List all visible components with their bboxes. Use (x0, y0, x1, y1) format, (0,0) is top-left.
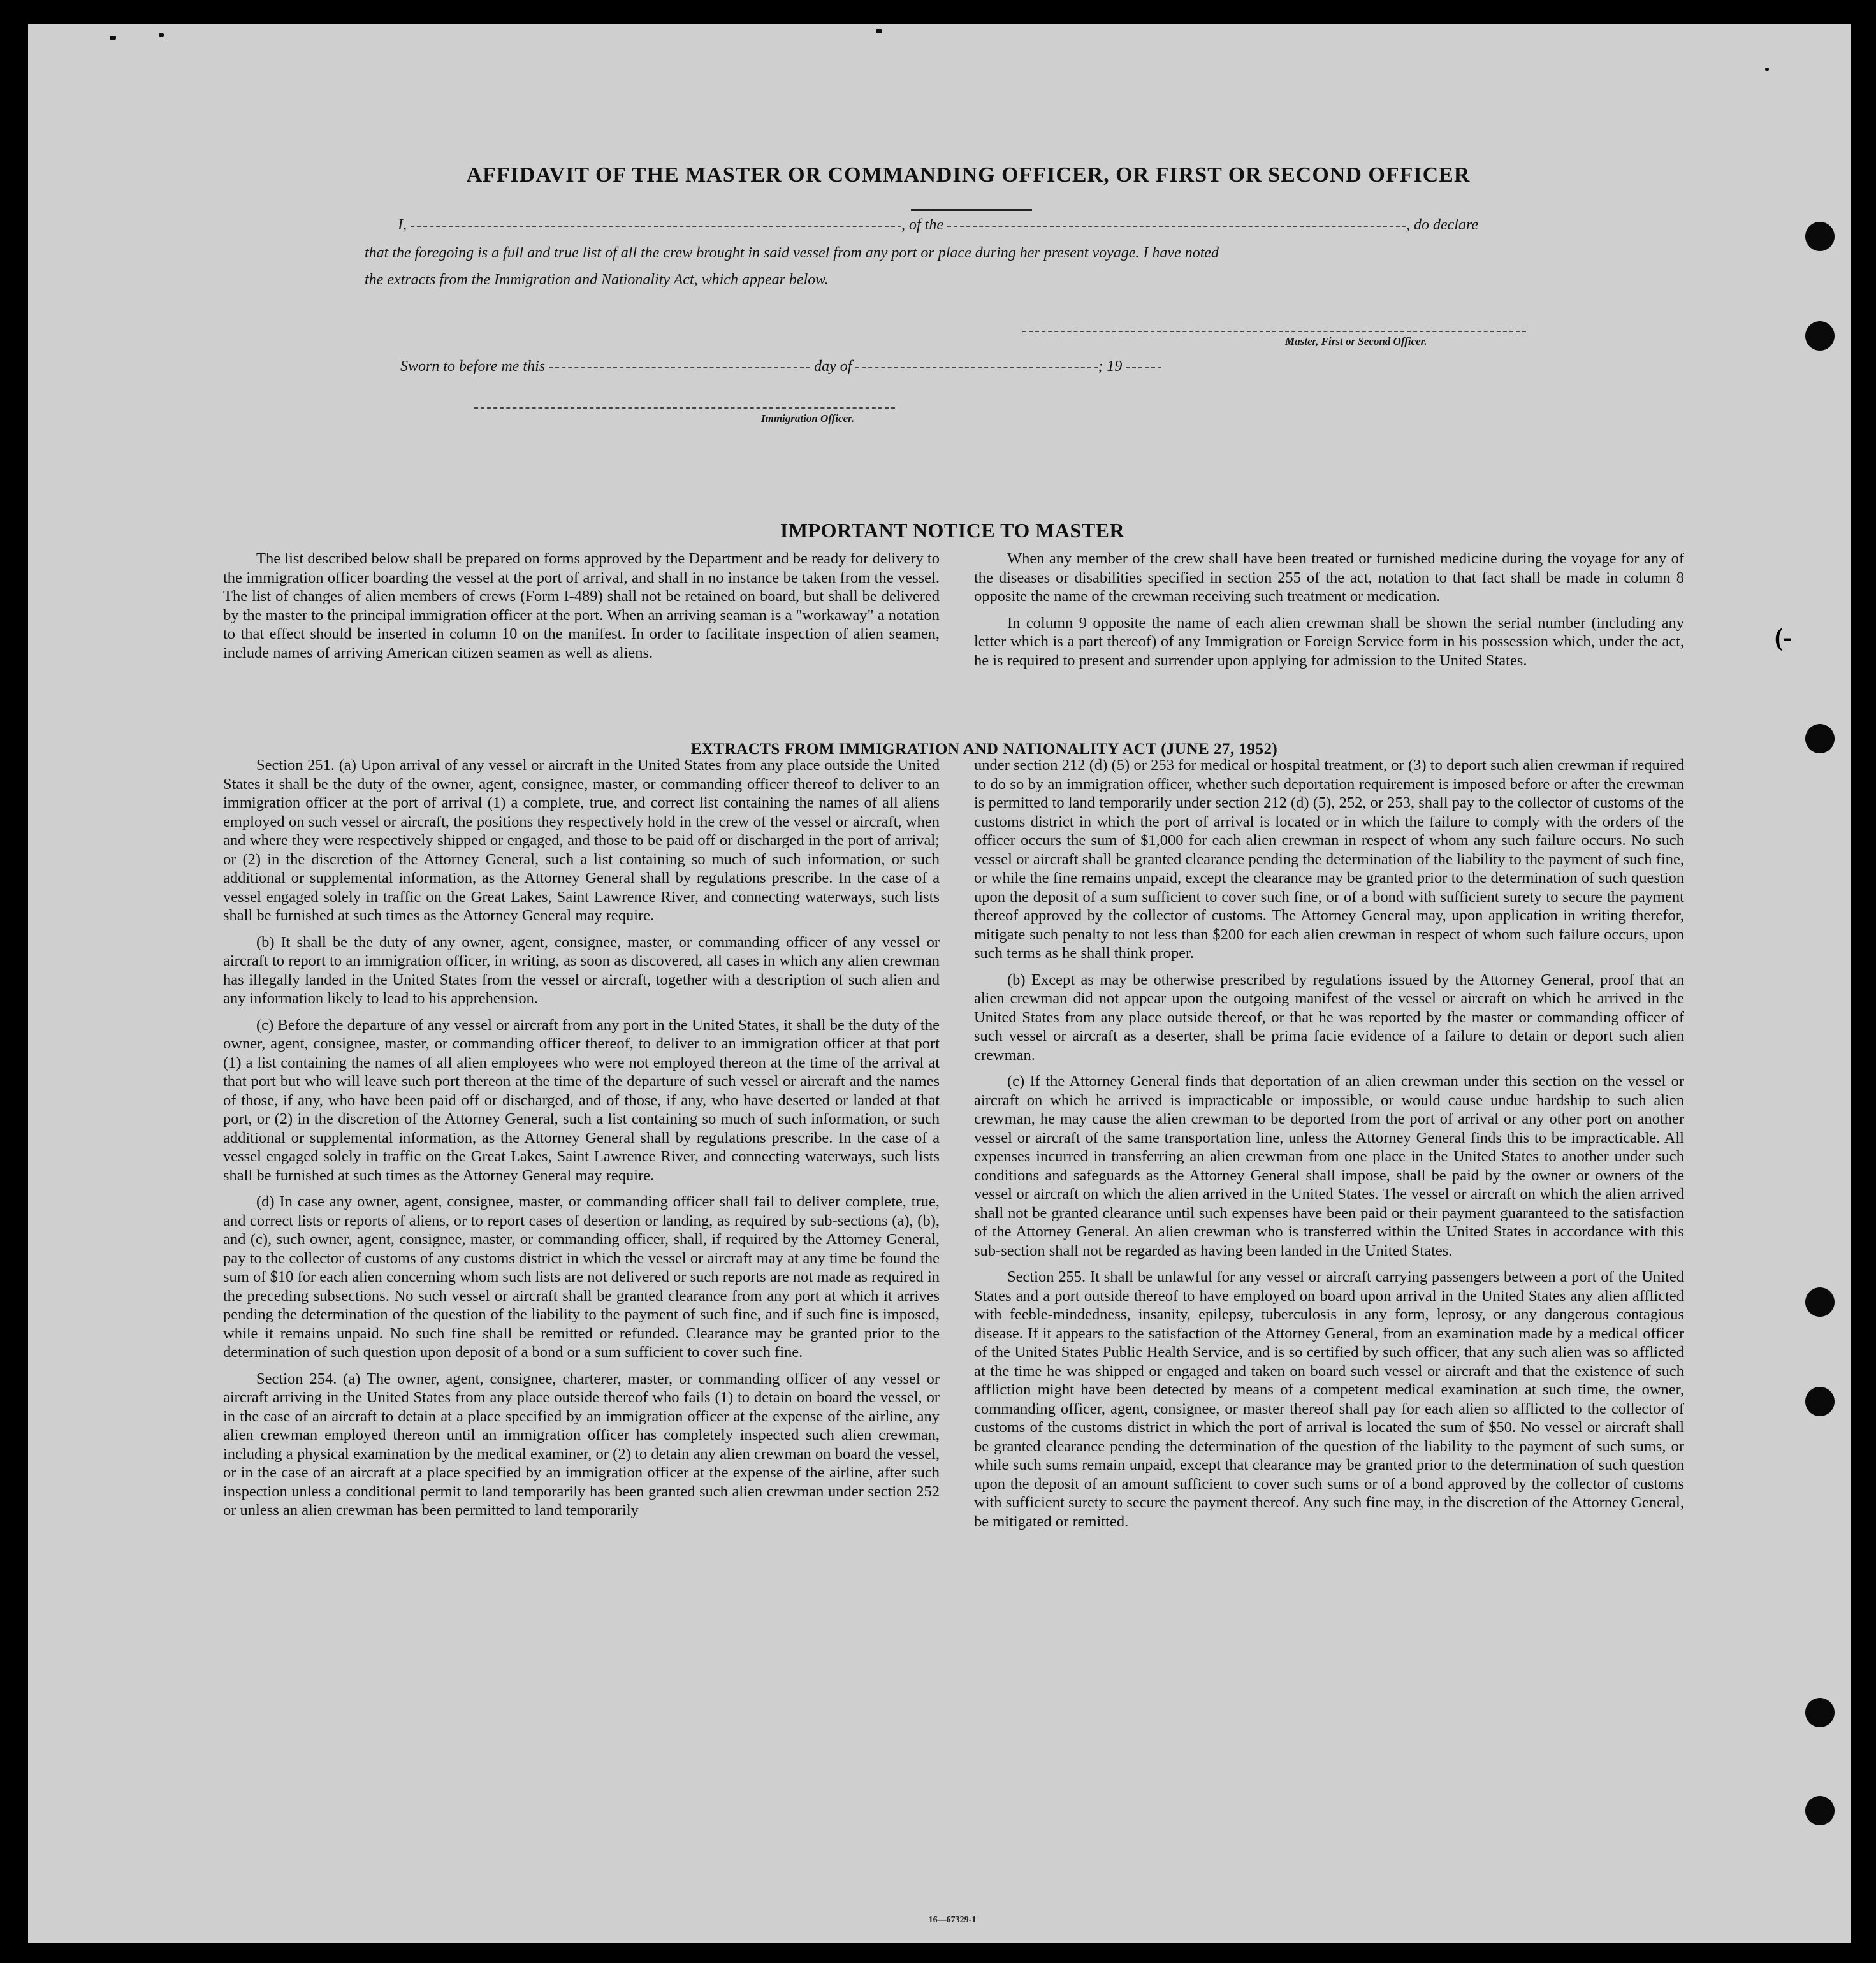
extract-paragraph: Section 251. (a) Upon arrival of any vessel or aircraft in the United States from any place outside the United States it shall be the duty of the owner, agent, consignee, master, or commanding officer thereof to deliver to an immigration officer at the port of arrival (1) a complete, true, and correct list containing the names of all aliens employed on such vessel or aircraft, the positions they respectively hold in the crew of the vessel or aircraft, when and where they were respectively shipped or engaged, and those to be paid off or discharged in the port of arrival; or (2) in the discretion of the Attorney General, such a list containing so much of such information, or such additional or supplemental information, as the Attorney General shall by regulations prescribe. In the case of a vessel engaged solely in traffic on the Great Lakes, Saint Lawrence River, and connecting waterways, such lists shall be furnished at such times as the Attorney General may require. (223, 757, 940, 924)
vessel-name-field[interactable] (947, 226, 1406, 227)
extract-paragraph: (b) Except as may be otherwise prescribed by regulations issued by the Attorney General, proof that an alien crewman did not appear upon the outgoing manifest of the vessel or aircraft on which he arrived in the United States from any place outside thereof, or that he was reported by the master or commanding officer of such vessel or aircraft as a deserter, shall be prima facie evidence of a failure to detain or deport such alien crewman. (974, 971, 1684, 1064)
affidavit-title: AFFIDAVIT OF THE MASTER OR COMMANDING OFFICER, OR FIRST OR SECOND OFFICER (466, 163, 1471, 187)
sworn-year-field[interactable] (1126, 367, 1161, 368)
extracts-right-column (974, 756, 1684, 1539)
binder-hole (1805, 1698, 1835, 1727)
declaration-line-1 (398, 217, 1478, 234)
binder-hole (1805, 222, 1835, 251)
notice-left-column (223, 549, 940, 670)
notice-right-paragraph-1: When any member of the crew shall have been treated or furnished medicine during the voyage for any of the diseases or disabilities specified in section 255 of the act, notation to that fact shall be made in column 8 opposite the name of the crewman receiving such treatment or medication. (974, 550, 1684, 605)
do-declare-label: , do declare (1406, 217, 1479, 233)
speck (1765, 68, 1769, 71)
binder-hole (1805, 1796, 1835, 1825)
edge-mark: (- (1775, 623, 1792, 651)
extracts-left-column (223, 756, 940, 1528)
binder-hole (1805, 321, 1835, 351)
binder-hole (1805, 1387, 1835, 1416)
extract-paragraph: (c) If the Attorney General finds that deportation of an alien crewman under this section on the vessel or aircraft on which he arrived is impracticable or impossible, or would cause undue hardship to such alien crewman, he may cause the alien crewman to be deported from the port of arrival or any other port on another vessel or aircraft of the same transportation line, unless the Attorney General finds this to be impracticable. All expenses incurred in transferring an alien crewman from one place in the United States to another under such conditions and safeguards as the Attorney General shall impose, shall be paid by the owner or owners of the vessel or aircraft on which the alien arrived in the United States. The vessel or aircraft on which the alien arrived shall not be granted clearance until such expenses have been paid or their payment guaranteed to the satisfaction of the Attorney General. An alien crewman who is transferred within the United States in accordance with this sub-section shall not be regarded as having been landed in the United States. (974, 1073, 1684, 1259)
declaration-line-3: the extracts from the Immigration and Nationality Act, which appear below. (365, 272, 829, 288)
notice-right-paragraph-2: In column 9 opposite the name of each alien crewman shall be shown the serial number (including any letter which is a part thereof) of any Immigration or Foreign Service form in his possession which, under the act, he is required to present and surrender upon applying for admission to the United States. (974, 614, 1684, 669)
day-of-label: day of (814, 358, 852, 375)
year-label: ; 19 (1098, 358, 1123, 375)
speck (159, 33, 164, 37)
speck (876, 29, 882, 33)
notice-left-paragraph: The list described below shall be prepared on forms approved by the Department and be ready for delivery to the immigration officer boarding the vessel at the port of arrival, and shall in no instance be taken from the vessel. The list of changes of alien members of crews (Form I-489) shall not be retained on board, but shall be delivered by the master to the principal immigration officer at the port. When an arriving seaman is a "workaway" a notation to that effect should be inserted in column 10 on the manifest. In order to facilitate inspection of alien seamen, include names of arriving American citizen seamen as well as aliens. (223, 550, 940, 662)
form-number: 16—67329-1 (928, 1915, 977, 1925)
extract-paragraph: under section 212 (d) (5) or 253 for medical or hospital treatment, or (3) to deport such alien crewman if required to do so by an immigration officer, whether such deportation requirement is imposed before or after the crewman is permitted to land temporarily under section 212 (d) (5), 252, or 253, shall pay to the collector of customs of the customs district in which the port of arrival is located or in which the failure to comply with the orders of the officer occurs the sum of $1,000 for each alien crewman in respect of whom any such failure occurs. No such vessel or aircraft shall be granted clearance pending the determination of the liability to the payment of such fine, or while the fine remains unpaid, except the clearance may be granted prior to the determination of such question upon the deposit of a sum sufficient to cover such fine, or of a bond with sufficient surety to secure the payment thereof approved by the collector of customs. The Attorney General may, upon application in writing therefor, mitigate such penalty to not less than $200 for each alien crewman in respect of whom such failure occurs, upon such terms as he shall think proper. (974, 757, 1684, 962)
notice-title: IMPORTANT NOTICE TO MASTER (780, 519, 1125, 542)
officer-signature-label: Immigration Officer. (761, 412, 855, 424)
sworn-day-field[interactable] (549, 367, 810, 368)
speck (110, 36, 116, 40)
binder-hole (1805, 1287, 1835, 1317)
extracts-title: EXTRACTS FROM IMMIGRATION AND NATIONALITY ACT (JUNE 27, 1952) (690, 741, 1278, 758)
extract-paragraph: Section 254. (a) The owner, agent, consignee, charterer, master, or commanding officer of any vessel or aircraft arriving in the United States from any place outside thereof who fails (1) to detain on board the vessel, or in the case of an aircraft to detain at a place specified by an immigration officer at the expense of the airline, any alien crewman employed thereon until an immigration officer has completely inspected such alien crewman, including a physical examination by the medical examiner, or (2) to detain any alien crewman on board the vessel, or in the case of an aircraft at a place specified by an immigration officer at the expense of the airline, after such inspection unless a conditional permit to land temporarily has been granted such alien crewman under section 252 or unless an alien crewman has been permitted to land temporarily (223, 1370, 940, 1519)
master-signature-line[interactable] (1022, 331, 1526, 332)
sworn-label: Sworn to before me this (400, 358, 546, 375)
extract-paragraph: Section 255. It shall be unlawful for any vessel or aircraft carrying passengers between a port of the United States and a port outside thereof to have employed on board upon arrival in the United States any alien afflicted with feeble-mindedness, insanity, epilepsy, tuberculosis in any form, leprosy, or any dangerous contagious disease. If it appears to the satisfaction of the Attorney General, from an examination made by a medical officer of the United States Public Health Service, and is so certified by such officer, that any such alien was so afflicted at the time he was shipped or engaged and taken on board such vessel or aircraft and that the existence of such affliction might have been detected by means of a competent medical examination at such time, the owner, commanding officer, agent, consignee, or master thereof shall pay for each alien so afflicted to the collector of customs of the customs district in which the port of arrival is located the sum of $50. No vessel or aircraft shall be granted clearance pending the determination of the question of the liability to the payment of such sums, or while such sums remain unpaid, except that clearance may be granted prior to the determination of such question upon the deposit of an amount sufficient to cover such sums or of a bond approved by the collector of customs with sufficient surety to secure the payment thereof. Any such fine may, in the discretion of the Attorney General, be mitigated or remitted. (974, 1268, 1684, 1530)
extract-paragraph: (c) Before the departure of any vessel or aircraft from any port in the United States, it shall be the duty of the owner, agent, consignee, master, or commanding officer thereof, to deliver to an immigration officer at that port (1) a list containing the names of all alien employees who were not employed thereon at the time of the arrival at that port but who will leave such port thereon at the time of the departure of such vessel or aircraft and the names of those, if any, who have been paid off or discharged, and of those, if any, who have deserted or landed at that port, or (2) in the discretion of the Attorney General, such a list containing so much of such information, or such additional or supplemental information, as the Attorney General shall by regulations prescribe. In the case of a vessel engaged solely in traffic on the Great Lakes, Saint Lawrence River, and connecting waterways, such lists shall be furnished at such times as the Attorney General may require. (223, 1016, 940, 1184)
extract-paragraph: (d) In case any owner, agent, consignee, master, or commanding officer shall fail to deliver complete, true, and correct lists or reports of aliens, or to report cases of desertion or landing, as required by sub-sections (a), (b), and (c), such owner, agent, consignee, master, or commanding officer, shall, if required by the Attorney General, pay to the collector of customs of any customs district in which the vessel or aircraft may at any time be found the sum of $10 for each alien concerning whom such lists are not delivered or such reports are not made as required in the preceding subsections. No such vessel or aircraft shall be granted clearance from any port at which it arrives pending the determination of the question of the liability to the payment of such fine, and if such fine is imposed, while it remains unpaid. No such fine shall be remitted or refunded. Clearance may be granted prior to the determination of such question upon deposit of a bond or a sum sufficient to cover such fine. (223, 1193, 940, 1361)
declaration-line-2: that the foregoing is a full and true list of all the crew brought in said vessel from any port or place during her present voyage. I have noted (365, 245, 1219, 261)
binder-hole (1805, 724, 1835, 753)
title-rule (911, 209, 1032, 211)
sworn-line (400, 358, 1161, 375)
sworn-month-field[interactable] (855, 367, 1098, 368)
master-signature-label: Master, First or Second Officer. (1285, 335, 1427, 347)
document-sheet (28, 24, 1851, 1943)
declarant-label: I, (398, 217, 407, 233)
declarant-name-field[interactable] (411, 226, 901, 227)
extract-paragraph: (b) It shall be the duty of any owner, agent, consignee, master, or commanding officer of any vessel or aircraft to report to an immigration officer, in writing, as soon as discovered, all cases in which any alien crewman has illegally landed in the United States from the vessel or aircraft, together with a description of such alien and any information likely to lead to his apprehension. (223, 933, 940, 1007)
officer-signature-line[interactable] (474, 407, 895, 409)
notice-right-column (974, 549, 1684, 677)
of-the-label: , of the (901, 217, 943, 233)
